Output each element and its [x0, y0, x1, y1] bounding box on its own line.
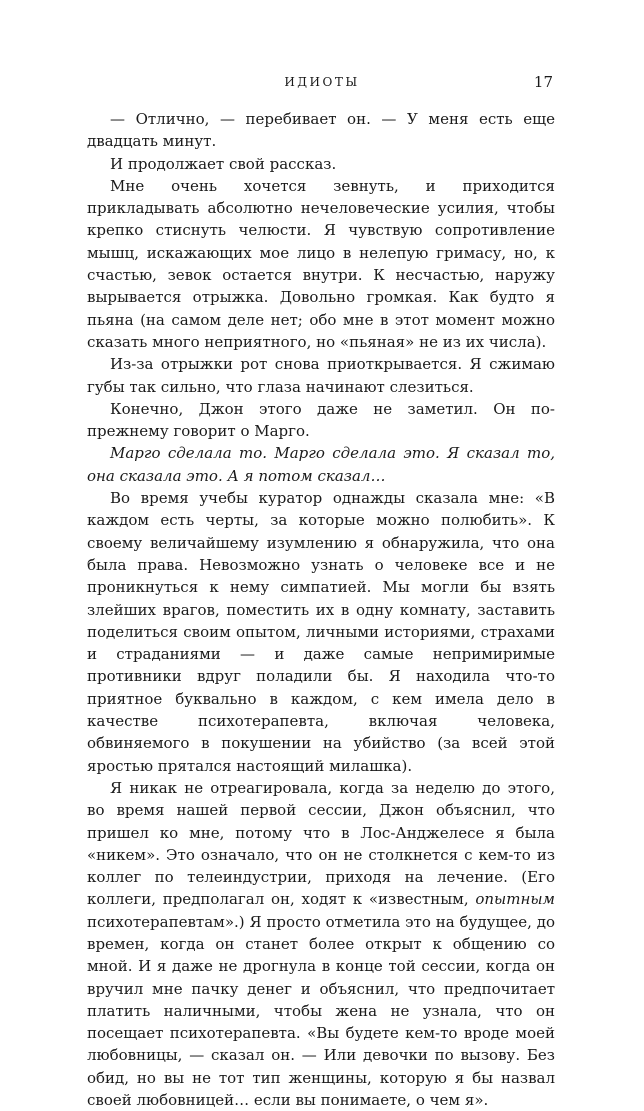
- italic-paragraph: Марго сделала то. Марго сделала это. Я сказал то, она сказала это. А я потом сказал…: [87, 444, 555, 485]
- paragraph-text: Я никак не отреагировала, когда за неделю до этого, во время нашей первой сессии, Джон объяснил, что пришел ко мне, потому что в Лос-Анджелесе я была «никем». Это означало, что он не столкнется с кем-то из коллег по телеиндустрии, приходя на лечение. (Его коллеги, предполагал он, ходят к «известным,: [87, 778, 555, 909]
- running-title: ИДИОТЫ: [284, 75, 360, 89]
- paragraph: Во время учебы куратор однажды сказала мне: «В каждом есть черты, за которые можно полюбить». К своему величайшему изумлению я обнаружила, что она была права. Невозможно узнать о человеке все и не проникнуться к нему симпатией. Мы могли бы взять злейших врагов, поместить их в одну комнату, заставить поделиться своим опытом, личными историями, страхами и страданиями — и даже самые непримиримые противники вдруг поладили бы. Я находила что-то приятное буквально в каждом, с кем имела дело в качестве психотерапевта, включая человека, обвиняемого в покушении на убийство (за всей этой яростью прятался настоящий милашка).: [87, 489, 555, 775]
- paragraph-text: психотерапевтам».) Я просто отметила это на будущее, до времен, когда он станет более открыт к общению со мной. И я даже не дрогнула в конце той сессии, когда он вручил мне пачку денег и объяснил, что предпочитает платить наличными, чтобы жена не узнала, что он посещает психотерапевта. «Вы будете кем-то вроде моей любовницы, — сказал он. — Или девочки по вызову. Без обид, но вы не тот тип женщины, которую я бы назвал своей любовницей… если вы понимаете, о чем я».: [87, 912, 555, 1110]
- paragraph: Мне очень хочется зевнуть, и приходится прикладывать абсолютно нечеловеческие усилия, чтобы крепко стиснуть челюсти. Я чувствую сопротивление мышц, искажающих мое лицо в нелепую гримасу, но, к счастью, зевок остается внутри. К несчастью, наружу вырывается отрыжка. Довольно громкая. Как будто я пьяна (на самом деле нет; обо мне в этот момент можно сказать много неприятного, но «пьяная» не из их числа).: [87, 176, 555, 351]
- paragraph: [87, 777, 555, 1111]
- paragraph: И продолжает свой рассказ.: [110, 154, 337, 173]
- body-text: [87, 108, 555, 1111]
- paragraph: Конечно, Джон этого даже не заметил. Он по-прежнему говорит о Марго.: [87, 399, 555, 441]
- page-number: 17: [533, 73, 553, 91]
- paragraph: Из-за отрыжки рот снова приоткрывается. Я сжимаю губы так сильно, что глаза начинают слезиться.: [87, 355, 555, 396]
- emphasized-word: опытным: [475, 890, 555, 909]
- paragraph: — Отлично, — перебивает он. — У меня есть еще двадцать минут.: [87, 110, 555, 151]
